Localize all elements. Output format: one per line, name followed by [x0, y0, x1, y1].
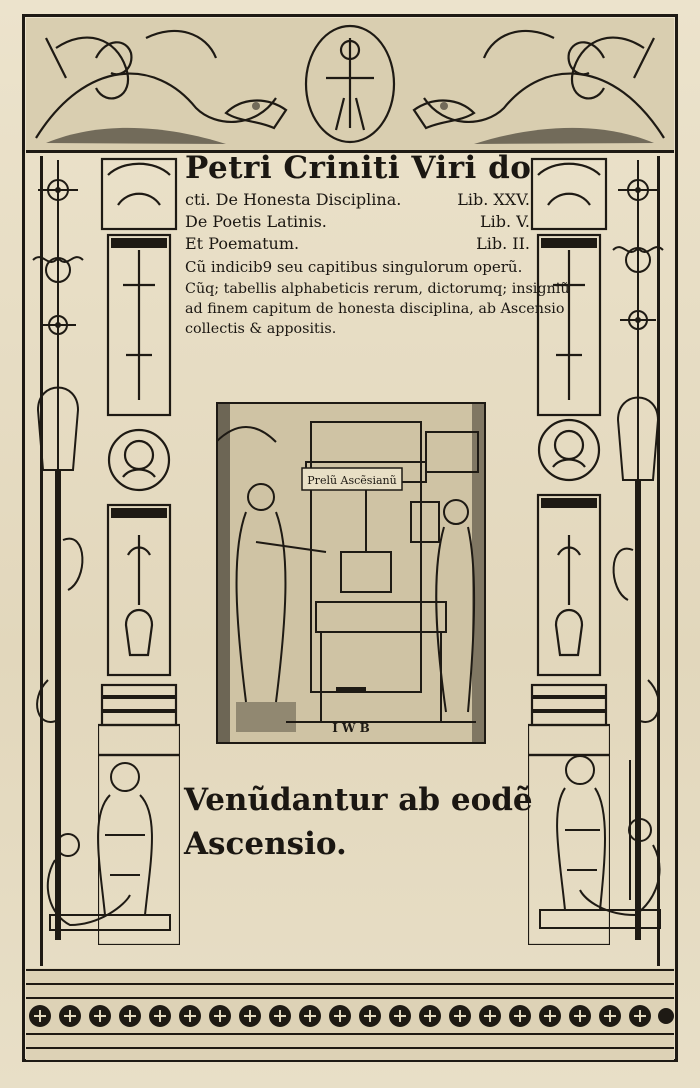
toc-row-1 [185, 190, 530, 212]
description-line-2: ad finem capitum de honesta disciplina, ab Ascensio [185, 301, 565, 317]
header-ornament-woodcut [26, 18, 674, 153]
toc-row-3-books: Lib. II. [476, 234, 530, 253]
title-block [185, 150, 570, 400]
toc-row-3 [185, 234, 530, 256]
printing-press-woodcut [216, 402, 486, 744]
toc-row-1-title: cti. De Honesta Disciplina. [185, 190, 402, 209]
toc-row-1-books: Lib. XXV. [457, 190, 530, 209]
imprint-line-1: Venũdantur ab eodẽ [184, 782, 533, 818]
toc-row-2 [185, 212, 530, 234]
imprint [184, 778, 544, 866]
description-line-3: collectis & appositis. [185, 321, 337, 337]
press-banner-label: Prelũ Ascẽsianũ [307, 474, 397, 487]
base-ornament-band [26, 968, 674, 1060]
imprint-line-2: Ascensio. [184, 826, 347, 862]
index-line: Cũ indicib9 seu capitibus singulorum operũ. [185, 258, 523, 276]
toc-row-2-books: Lib. V. [480, 212, 530, 231]
printer-mark: I W B [332, 721, 370, 735]
toc-row-3-title: Et Poematum. [185, 234, 300, 253]
left-figures-woodcut [30, 755, 190, 935]
right-figures-woodcut [535, 750, 670, 935]
book-title: Petri Criniti Viri do [185, 150, 532, 186]
toc-row-2-title: De Poetis Latinis. [185, 212, 327, 231]
description-line-1: Cũq; tabellis alphabeticis rerum, dictorumq; insigniũ [185, 281, 570, 297]
